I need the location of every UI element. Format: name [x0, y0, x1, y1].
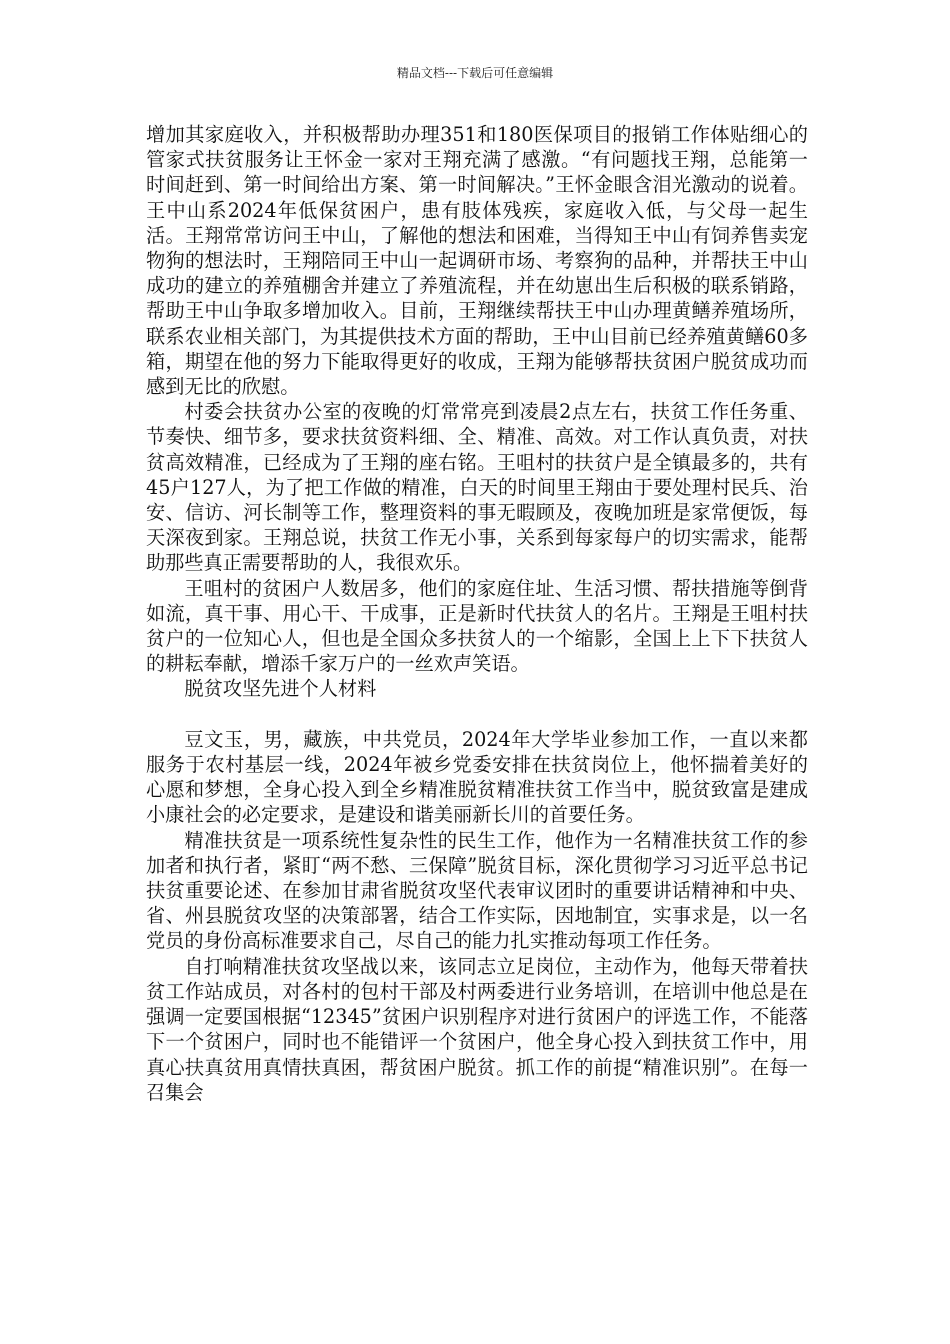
paragraph-5: 精准扶贫是一项系统性复杂性的民生工作，他作为一名精准扶贫工作的参加者和执行者，紧盯“两不愁、三保障”脱贫目标，深化贯彻学习习近平总书记扶贫重要论述、在参加甘肃省脱贫攻坚代表审议团时的重要讲话精神和中央、省、州县脱贫攻坚的决策部署，结合工作实际，因地制宜，实事求是，以一名党员的身份高标准要求自己，尽自己的能力扎实推动每项工作任务。 [146, 828, 808, 953]
section-title: 脱贫攻坚先进个人材料 [184, 677, 377, 701]
document-body [146, 122, 808, 1105]
paragraph-4: 豆文玉，男，藏族，中共党员，2024年大学毕业参加工作，一直以来都服务于农村基层一线，2024年被乡党委安排在扶贫岗位上，他怀揣着美好的心愿和梦想，全身心投入到全乡精准脱贫精准扶贫工作当中，脱贫致富是建成小康社会的必定要求，是建设和谐美丽新长川的首要任务。 [146, 727, 808, 827]
paragraph-2: 村委会扶贫办公室的夜晚的灯常常亮到凌晨2点左右，扶贫工作任务重、节奏快、细节多，要求扶贫资料细、全、精准、高效。对工作认真负责，对扶贫高效精准，已经成为了王翔的座右铭。王咀村的扶贫户是全镇最多的，共有45户127人，为了把工作做的精准，白天的时间里王翔由于要处理村民兵、治安、信访、河长制等工作，整理资料的事无暇顾及，夜晚加班是家常便饭，每天深夜到家。王翔总说，扶贫工作无小事，关系到每家每户的切实需求，能帮助那些真正需要帮助的人，我很欢乐。 [146, 400, 808, 575]
paragraph-3: 王咀村的贫困户人数居多，他们的家庭住址、生活习惯、帮扶措施等倒背如流，真干事、用心干、干成事，正是新时代扶贫人的名片。王翔是王咀村扶贫户的一位知心人，但也是全国众多扶贫人的一个缩影，全国上上下下扶贫人的耕耘奉献，增添千家万户的一丝欢声笑语。 [146, 576, 808, 676]
page-header: 精品文档---下载后可任意编辑 [396, 66, 554, 80]
paragraph-6: 自打响精准扶贫攻坚战以来，该同志立足岗位，主动作为，他每天带着扶贫工作站成员，对各村的包村干部及村两委进行业务培训，在培训中他总是在强调一定要国根据“12345”贫困户识别程序对进行贫困户的评选工作，不能落下一个贫困户，同时也不能错评一个贫困户，他全身心投入到扶贫工作中，用真心扶真贫用真情扶真困，帮贫困户脱贫。抓工作的前提“精准识别”。在每一召集会 [146, 954, 808, 1104]
paragraph-1: 增加其家庭收入，并积极帮助办理351和180医保项目的报销工作体贴细心的管家式扶贫服务让王怀金一家对王翔充满了感激。“有问题找王翔，总能第一时间赶到、第一时间给出方案、第一时间解决。”王怀金眼含泪光激动的说着。王中山系2024年低保贫困户，患有肢体残疾，家庭收入低，与父母一起生活。王翔常常访问王中山，了解他的想法和困难，当得知王中山有饲养售卖宠物狗的想法时，王翔陪同王中山一起调研市场、考察狗的品种，并帮扶王中山成功的建立的养殖棚舍并建立了养殖流程，并在幼崽出生后积极的联系销路，帮助王中山争取多增加收入。目前，王翔继续帮扶王中山办理黄鳝养殖场所，联系农业相关部门，为其提供技术方面的帮助，王中山目前已经养殖黄鳝60多箱，期望在他的努力下能取得更好的收成，王翔为能够帮扶贫困户脱贫成功而感到无比的欣慰。 [146, 123, 808, 399]
